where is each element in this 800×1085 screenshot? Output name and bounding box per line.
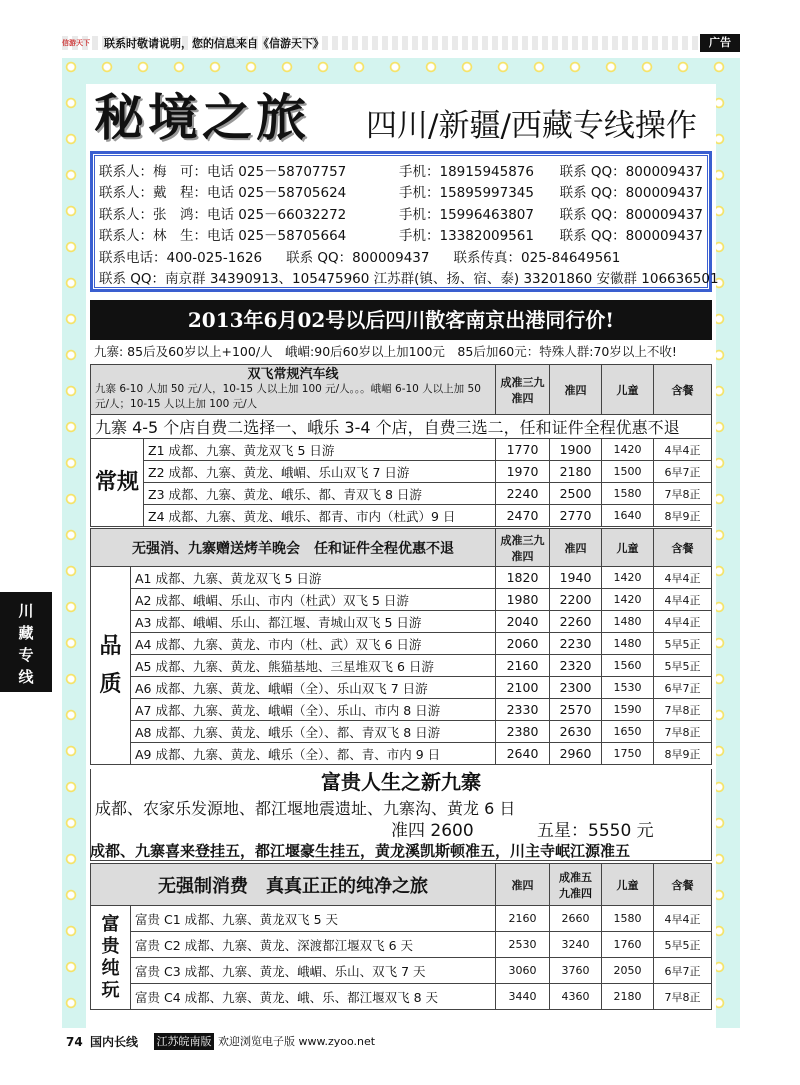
price-a: 2160 — [496, 906, 550, 932]
price-child: 1500 — [602, 461, 654, 483]
col-header: 成准三九准四 — [496, 365, 550, 415]
price-a: 2040 — [496, 611, 550, 633]
price-a: 3060 — [496, 958, 550, 984]
meal: 7早8正 — [654, 984, 712, 1010]
fugui-table-title: 无强制消费 真真正正的纯净之旅 — [91, 864, 496, 906]
page-title: 秘境之旅 — [94, 88, 310, 147]
route-name: 富贵 C1 成都、九寨、黄龙双飞 5 天 — [131, 906, 496, 932]
route-name: A9 成都、九寨、黄龙、峨乐（全）、都、青、市内 9 日 — [131, 743, 496, 765]
price-child: 1530 — [602, 677, 654, 699]
route-name: 富贵 C4 成都、九寨、黄龙、峨、乐、都江堰双飞 8 天 — [131, 984, 496, 1010]
contact-phone: 联系电话：400-025-1626 — [99, 249, 263, 266]
price-child: 1650 — [602, 721, 654, 743]
footer-web: 欢迎浏览电子版 www.zyoo.net — [218, 1035, 376, 1048]
price-b: 2660 — [550, 906, 602, 932]
contacts-box — [90, 151, 719, 292]
contact-groups: 联系 QQ：南京群 34390913、105475960 江苏群(镇、扬、宿、泰) 33201860 安徽群 106636501 — [99, 271, 719, 288]
price-b: 2500 — [550, 483, 602, 505]
price-b: 2770 — [550, 505, 602, 527]
price-a: 3440 — [496, 984, 550, 1010]
col-header: 含餐 — [654, 864, 712, 906]
price-a: 2530 — [496, 932, 550, 958]
col-header: 准四 — [550, 529, 602, 567]
price-child: 1480 — [602, 633, 654, 655]
route-name: A6 成都、九寨、黄龙、峨嵋（全）、乐山双飞 7 日游 — [131, 677, 496, 699]
price-child: 1640 — [602, 505, 654, 527]
price-a: 2240 — [496, 483, 550, 505]
price-b: 2630 — [550, 721, 602, 743]
col-header: 含餐 — [654, 365, 712, 415]
contact-name: 联系人：梅 可：电话 025－58707757 — [99, 163, 347, 180]
price-b: 2230 — [550, 633, 602, 655]
price-a: 2100 — [496, 677, 550, 699]
price-a: 2060 — [496, 633, 550, 655]
xinyou-logo: 信游天下 — [62, 39, 90, 47]
contact-fax: 联系传真：025-84649561 — [453, 249, 621, 266]
contact-mobile: 手机：13382009561 — [399, 228, 534, 245]
route-name: Z1 成都、九寨、黄龙双飞 5 日游 — [144, 439, 496, 461]
price-child: 1420 — [602, 567, 654, 589]
contact-groups-row — [99, 267, 719, 289]
route-name: A8 成都、九寨、黄龙、峨乐（全）、都、青双飞 8 日游 — [131, 721, 496, 743]
col-header: 儿童 — [602, 529, 654, 567]
top-header — [0, 0, 800, 58]
page-subtitle: 四川/新疆/西藏专线操作 — [366, 108, 697, 144]
route-name: A1 成都、九寨、黄龙双飞 5 日游 — [131, 567, 496, 589]
surcharge-note: 九寨: 85后及60岁以上+100/人 峨嵋:90后60岁以上加100元 85后加60元：特殊人群:70岁以上不收! — [94, 344, 677, 359]
page-number: 74 — [66, 1035, 83, 1049]
contact-row — [99, 181, 703, 203]
route-name: A4 成都、九寨、黄龙、市内（杜、武）双飞 6 日游 — [131, 633, 496, 655]
fugui-itinerary: 成都、农家乐发源地、都江堰地震遗址、九寨沟、黄龙 6 日 — [95, 799, 516, 818]
price-b: 2200 — [550, 589, 602, 611]
price-b: 2570 — [550, 699, 602, 721]
meal: 4早4正 — [654, 567, 712, 589]
regular-desc: 九寨 6-10 人加 50 元/人，10-15 人以上加 100 元/人。。。峨嵋 6-10 人以上加 50 元/人；10-15 人以上加 100 元/人 — [95, 383, 481, 410]
meal: 5早5正 — [654, 932, 712, 958]
regular-header-cell — [91, 365, 496, 415]
price-a: 2470 — [496, 505, 550, 527]
col-header: 准四 — [550, 365, 602, 415]
fugui-hotels: 成都、九寨喜来登挂五，都江堰豪生挂五，黄龙溪凯斯顿准五，川主寺岷江源准五 — [90, 842, 631, 860]
route-name: A5 成都、九寨、黄龙、熊猫基地、三星堆双飞 6 日游 — [131, 655, 496, 677]
meal: 4早4正 — [654, 589, 712, 611]
sidebar-tab: 川藏专线 — [0, 592, 52, 692]
price-child: 1580 — [602, 906, 654, 932]
price-b: 2260 — [550, 611, 602, 633]
col-header: 准四 — [496, 864, 550, 906]
price-b: 1900 — [550, 439, 602, 461]
meal: 7早8正 — [654, 721, 712, 743]
route-name: Z4 成都、九寨、黄龙、峨乐、都青、市内（杜武）9 日 — [144, 505, 496, 527]
side-label-quality: 品质 — [91, 567, 131, 765]
meal: 8早9正 — [654, 505, 712, 527]
price-a: 1980 — [496, 589, 550, 611]
contact-name: 联系人：戴 程：电话 025－58705624 — [99, 185, 347, 202]
col-header: 儿童 — [602, 365, 654, 415]
route-name: A7 成都、九寨、黄龙、峨嵋（全）、乐山、市内 8 日游 — [131, 699, 496, 721]
price-b: 2180 — [550, 461, 602, 483]
route-name: 富贵 C2 成都、九寨、黄龙、深渡都江堰双飞 6 天 — [131, 932, 496, 958]
contact-row — [99, 224, 703, 246]
route-name: 富贵 C3 成都、九寨、黄龙、峨嵋、乐山、双飞 7 天 — [131, 958, 496, 984]
route-name: A3 成都、峨嵋、乐山、都江堰、青城山双飞 5 日游 — [131, 611, 496, 633]
price-child: 1760 — [602, 932, 654, 958]
price-b: 2320 — [550, 655, 602, 677]
footer-edition: 江苏皖南版 — [154, 1033, 214, 1050]
contact-row — [99, 159, 703, 181]
route-name: A2 成都、峨嵋、乐山、市内（杜武）双飞 5 日游 — [131, 589, 496, 611]
meal: 4早4正 — [654, 611, 712, 633]
contact-name: 联系人：张 鸿：电话 025－66032272 — [99, 206, 347, 223]
meal: 4早4正 — [654, 906, 712, 932]
meal: 4早4正 — [654, 439, 712, 461]
price-a: 2330 — [496, 699, 550, 721]
price-child: 1560 — [602, 655, 654, 677]
col-header: 成准三九准四 — [496, 529, 550, 567]
col-header: 儿童 — [602, 864, 654, 906]
regular-title: 双飞常规汽车线 — [247, 367, 339, 382]
quality-table — [90, 528, 712, 765]
fugui-title: 富贵人生之新九寨 — [321, 770, 481, 794]
price-b: 4360 — [550, 984, 602, 1010]
price-child: 1580 — [602, 483, 654, 505]
price-a: 1970 — [496, 461, 550, 483]
footer-section: 国内长线 — [90, 1035, 139, 1049]
fugui-price-4: 准四 2600 — [391, 821, 474, 841]
meal: 5早5正 — [654, 633, 712, 655]
col-header: 成准五九准四 — [550, 864, 602, 906]
contact-mobile: 手机：15895997345 — [399, 185, 534, 202]
contact-phone-row — [99, 245, 703, 267]
price-child: 2180 — [602, 984, 654, 1010]
regular-table — [90, 364, 712, 527]
fugui-table — [90, 863, 712, 1010]
price-a: 1770 — [496, 439, 550, 461]
price-a: 1820 — [496, 567, 550, 589]
price-b: 3240 — [550, 932, 602, 958]
contact-mobile: 手机：18915945876 — [399, 163, 534, 180]
shop-note: 九寨 4-5 个店自费二选择一、峨乐 3-4 个店，自费三选二，任和证件全程优惠不退 — [91, 415, 712, 439]
contact-row — [99, 202, 703, 224]
price-b: 3760 — [550, 958, 602, 984]
price-a: 2160 — [496, 655, 550, 677]
fugui-price-5: 五星：5550 元 — [537, 821, 654, 841]
price-b: 2300 — [550, 677, 602, 699]
contact-qq: 联系 QQ：800009437 — [559, 228, 703, 245]
price-child: 1420 — [602, 439, 654, 461]
meal: 6早7正 — [654, 958, 712, 984]
contact-qq: 联系 QQ：800009437 — [559, 206, 703, 223]
meal: 5早5正 — [654, 655, 712, 677]
meal: 6早7正 — [654, 677, 712, 699]
route-name: Z2 成都、九寨、黄龙、峨嵋、乐山双飞 7 日游 — [144, 461, 496, 483]
side-label-fugui: 富贵纯玩 — [91, 906, 131, 1010]
contact-name: 联系人：林 生：电话 025－58705664 — [99, 228, 347, 245]
contact-qq: 联系 QQ：800009437 — [559, 185, 703, 202]
price-a: 2640 — [496, 743, 550, 765]
ad-tag: 广告 — [700, 34, 740, 52]
meal: 8早9正 — [654, 743, 712, 765]
meal: 6早7正 — [654, 461, 712, 483]
price-child: 1480 — [602, 611, 654, 633]
route-name: Z3 成都、九寨、黄龙、峨乐、都、青双飞 8 日游 — [144, 483, 496, 505]
contact-mobile: 手机：15996463807 — [399, 206, 534, 223]
side-label-regular: 常规 — [91, 439, 144, 527]
price-b: 2960 — [550, 743, 602, 765]
price-banner: 2013年6月02号以后四川散客南京出港同行价! — [90, 300, 712, 340]
meal: 7早8正 — [654, 483, 712, 505]
col-header: 含餐 — [654, 529, 712, 567]
price-b: 1940 — [550, 567, 602, 589]
header-intro: 联系时敬请说明，您的信息来自《信游天下》 — [104, 37, 324, 50]
price-child: 1750 — [602, 743, 654, 765]
price-child: 1420 — [602, 589, 654, 611]
price-child: 2050 — [602, 958, 654, 984]
price-child: 1590 — [602, 699, 654, 721]
price-a: 2380 — [496, 721, 550, 743]
contact-qq: 联系 QQ：800009437 — [559, 163, 703, 180]
quality-title: 无强消、九寨赠送烤羊晚会 任和证件全程优惠不退 — [91, 529, 496, 567]
meal: 7早8正 — [654, 699, 712, 721]
contact-qq-main: 联系 QQ：800009437 — [286, 249, 430, 266]
